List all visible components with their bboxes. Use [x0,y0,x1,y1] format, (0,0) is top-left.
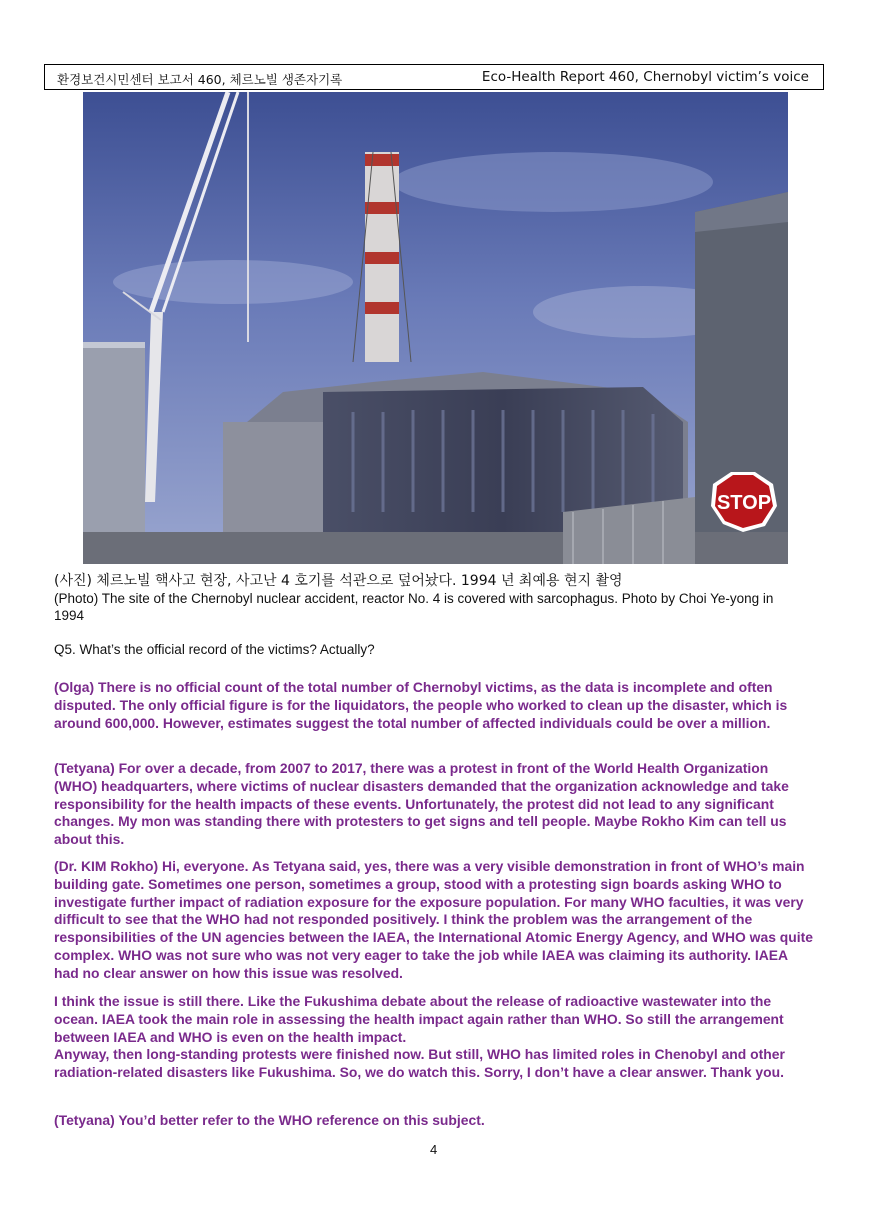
answer-tetyana-reference: (Tetyana) You’d better refer to the WHO reference on this subject. [54,1112,485,1128]
answer-kim-rokho: (Dr. KIM Rokho) Hi, everyone. As Tetyana said, yes, there was a very visible demonstration in front of WHO’s main building gate. Sometimes one person, sometimes a group, stood with a protesting sign boards asking WHO to investigate further impact of radiation exposure for the exposure population. For many WHO faculties, it was very difficult to see that the WHO had not responded positively. I think the problem was the arrangement of the responsibilities of the UN agencies between the IAEA, the International Atomic Energy Agency, and WHO was quite complex. WHO was not sure who was not very eager to take the job while IAEA was claiming its authority. IAEA had no clear answer on how this issue was resolved. [54,858,813,981]
stop-sign-text: STOP [716,492,772,514]
chernobyl-photo [83,92,788,564]
answer-kim-rokho-continued: I think the issue is still there. Like the Fukushima debate about the release of radioactive wastewater into the ocean. IAEA took the main role in assessing the health impact again rather than WHO. So still the arrangement between IAEA and WHO is even on the health impact. [54,993,784,1045]
header-english-title: Eco-Health Report 460, Chernobyl victim’s voice [481,69,809,85]
page-number: 4 [430,1142,438,1157]
photo-caption-korean: (사진) 체르노빌 핵사고 현장, 사고난 4 호기를 석관으로 덮어놨다. 1994 년 최예용 현지 촬영 [54,573,623,589]
answer-kim-rokho-closing: Anyway, then long-standing protests were finished now. But still, WHO has limited roles in Chenobyl and other radiation-related disasters like Fukushima. So, we do watch this. Sorry, I don’t have a clear answer. Thank you. [54,1046,785,1080]
photo-caption-english: (Photo) The site of the Chernobyl nuclear accident, reactor No. 4 is covered with sarcophagus. Photo by Choi Ye-yong in 1994 [54,591,774,623]
answer-olga: (Olga) There is no official count of the total number of Chernobyl victims, as the data is incomplete and often disputed. The only official figure is for the liquidators, the people who worked to clean up the disaster, which is around 600,000. However, estimates suggest the total number of affected individuals could be over a million. [54,679,788,731]
question-heading: Q5. What’s the official record of the victims? Actually? [54,642,375,657]
page-header [44,64,824,90]
answer-tetyana: (Tetyana) For over a decade, from 2007 to 2017, there was a protest in front of the World Health Organization (WHO) headquarters, where victims of nuclear disasters demanded that the organization acknowledge and take responsibility for the health impacts of these events. Unfortunately, the protest did not lead to any significant changes. My mon was standing there with protesters to get signs and tell people. Maybe Rokho Kim can tell us about this. [54,760,789,848]
header-korean-title: 환경보건시민센터 보고서 460, 체르노빌 생존자기록 [57,72,343,87]
